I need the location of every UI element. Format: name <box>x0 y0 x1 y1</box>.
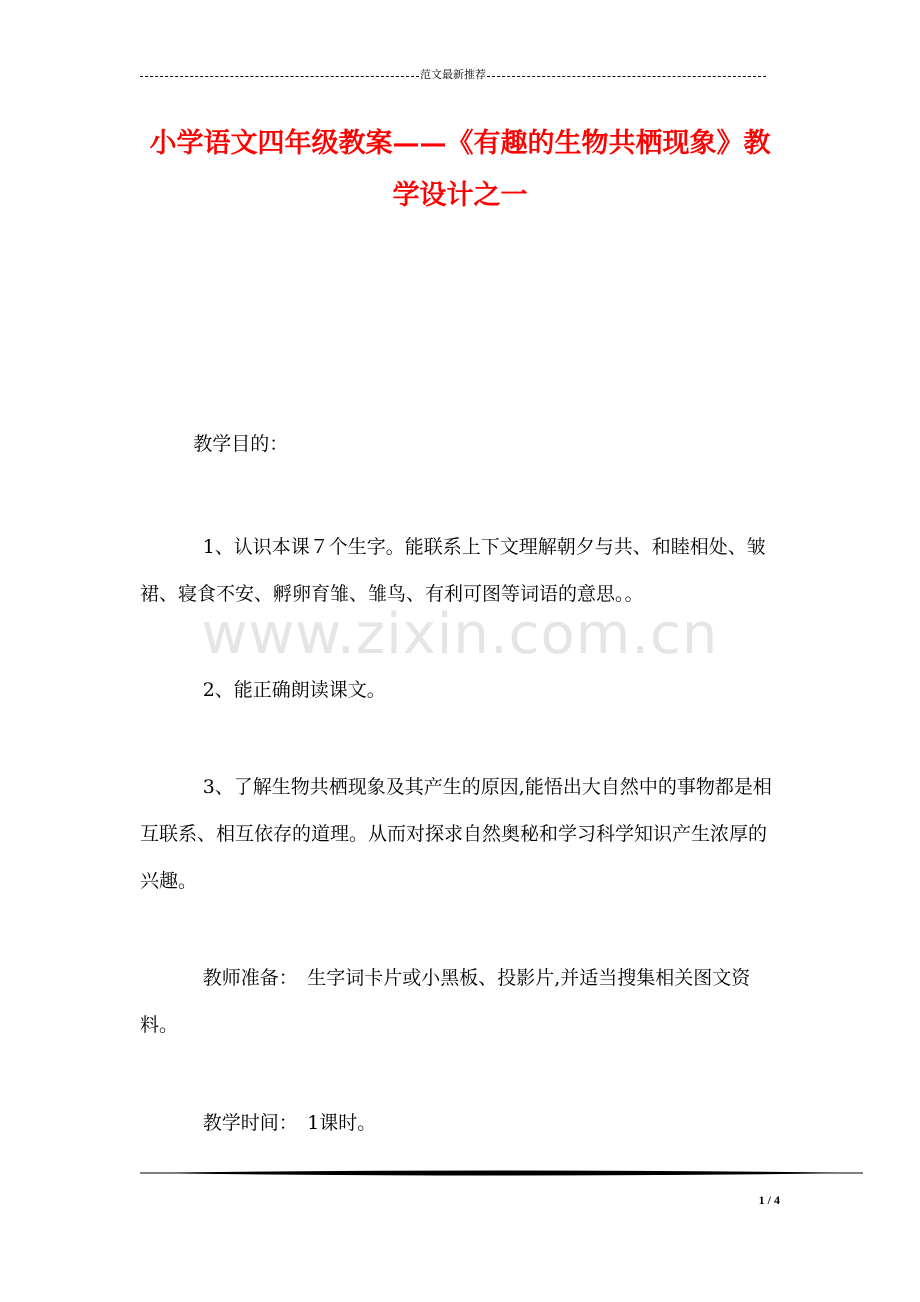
page-header <box>140 68 766 82</box>
header-dashes-right <box>487 76 766 77</box>
footer-rule <box>140 1169 863 1177</box>
page-number: 1 / 4 <box>758 1193 780 1207</box>
objectives-heading: 教学目的： <box>193 433 289 455</box>
objective-1: 1、认识本课７个生字。能联系上下文理解朝夕与共、和睦相处、皱裙、寝食不安、孵卵育雏、雏鸟、有利可图等词语的意思。。 <box>140 536 766 605</box>
header-text: 范文最新推荐 <box>420 68 486 81</box>
document-title: 小学语文四年级教案——《有趣的生物共栖现象》教学设计之一 <box>149 128 771 211</box>
watermark: www.zixin.com.cn <box>201 602 719 667</box>
objective-2: 2、能正确朗读课文。 <box>202 679 386 701</box>
objective-3: 3、了解生物共栖现象及其产生的原因,能悟出大自然中的事物都是相互联系、相互依存的道理。从而对探求自然奥秘和学习科学知识产生浓厚的兴趣。 <box>140 776 772 892</box>
teacher-preparation: 教师准备： 生字词卡片或小黑板、投影片,并适当搜集相关图文资料。 <box>140 967 751 1036</box>
header-dashes-left <box>140 76 419 77</box>
teaching-time: 教学时间： 1课时。 <box>202 1112 377 1134</box>
